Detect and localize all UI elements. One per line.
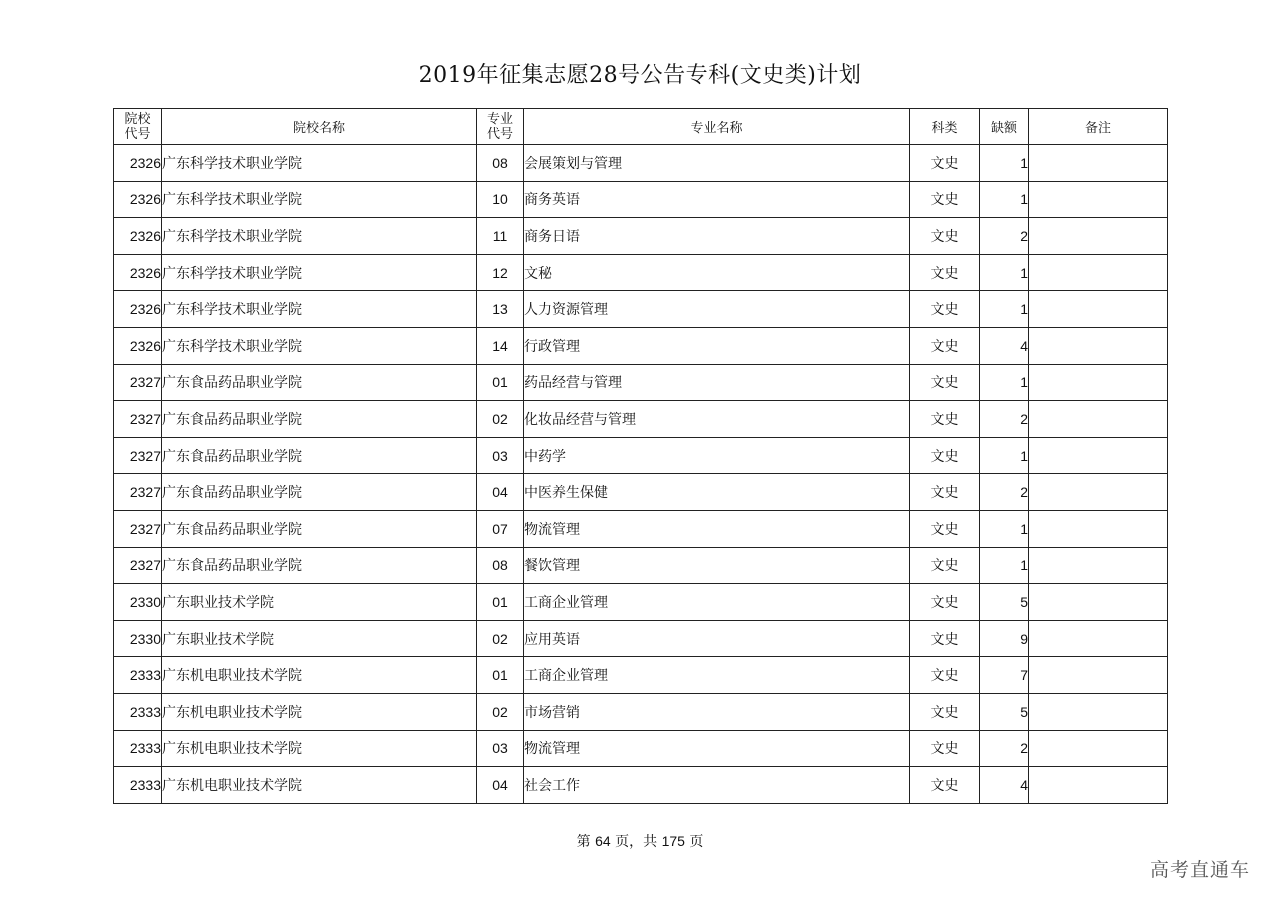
cell-notes [1029, 145, 1168, 182]
cell-major-name: 物流管理 [524, 730, 910, 767]
cell-major-name: 工商企业管理 [524, 657, 910, 694]
cell-major-code: 01 [477, 364, 524, 401]
cell-school-code: 2326 [114, 145, 162, 182]
cell-school-code: 2327 [114, 547, 162, 584]
cell-major-code: 03 [477, 730, 524, 767]
table-row [114, 291, 1168, 328]
cell-school-name: 广东职业技术学院 [162, 584, 477, 621]
cell-major-name: 行政管理 [524, 327, 910, 364]
cell-major-code: 07 [477, 510, 524, 547]
cell-vacancies: 9 [980, 620, 1029, 657]
cell-major-code: 11 [477, 218, 524, 255]
cell-category: 文史 [910, 145, 980, 182]
cell-school-name: 广东科学技术职业学院 [162, 181, 477, 218]
page-footer [0, 831, 1280, 851]
cell-major-code: 12 [477, 254, 524, 291]
cell-category: 文史 [910, 218, 980, 255]
cell-category: 文史 [910, 474, 980, 511]
cell-notes [1029, 254, 1168, 291]
table-row [114, 218, 1168, 255]
footer-suffix: 页 [684, 834, 704, 850]
cell-vacancies: 7 [980, 657, 1029, 694]
cell-category: 文史 [910, 657, 980, 694]
cell-category: 文史 [910, 584, 980, 621]
cell-major-code: 02 [477, 401, 524, 438]
table-row [114, 620, 1168, 657]
cell-major-name: 商务英语 [524, 181, 910, 218]
cell-major-name: 药品经营与管理 [524, 364, 910, 401]
table-row [114, 145, 1168, 182]
cell-major-name: 社会工作 [524, 767, 910, 804]
watermark: 高考直通车 [1149, 859, 1250, 881]
cell-major-name: 文秘 [524, 254, 910, 291]
cell-major-name: 商务日语 [524, 218, 910, 255]
cell-vacancies: 2 [980, 474, 1029, 511]
cell-school-code: 2327 [114, 474, 162, 511]
cell-notes [1029, 730, 1168, 767]
cell-school-code: 2330 [114, 620, 162, 657]
header-school-code: 院校 代号 [114, 109, 162, 145]
cell-notes [1029, 437, 1168, 474]
header-major-name: 专业名称 [524, 109, 910, 145]
cell-vacancies: 5 [980, 693, 1029, 730]
table-row [114, 364, 1168, 401]
cell-major-name: 人力资源管理 [524, 291, 910, 328]
cell-vacancies: 1 [980, 145, 1029, 182]
footer-prefix: 第 [576, 834, 596, 850]
cell-school-name: 广东科学技术职业学院 [162, 291, 477, 328]
table-header-row [114, 109, 1168, 145]
cell-major-code: 08 [477, 547, 524, 584]
cell-vacancies: 1 [980, 181, 1029, 218]
table-row [114, 693, 1168, 730]
cell-school-name: 广东职业技术学院 [162, 620, 477, 657]
cell-school-code: 2326 [114, 291, 162, 328]
cell-major-code: 03 [477, 437, 524, 474]
page-title: 2019年征集志愿28号公告专科(文史类)计划 [418, 63, 862, 88]
cell-vacancies: 1 [980, 510, 1029, 547]
cell-school-code: 2333 [114, 693, 162, 730]
cell-category: 文史 [910, 327, 980, 364]
cell-notes [1029, 547, 1168, 584]
cell-vacancies: 1 [980, 291, 1029, 328]
footer-total-pages: 175 [661, 833, 685, 849]
cell-category: 文史 [910, 364, 980, 401]
cell-major-name: 应用英语 [524, 620, 910, 657]
cell-vacancies: 2 [980, 730, 1029, 767]
table-row [114, 547, 1168, 584]
cell-school-name: 广东机电职业技术学院 [162, 657, 477, 694]
cell-school-name: 广东机电职业技术学院 [162, 693, 477, 730]
header-school-name: 院校名称 [162, 109, 477, 145]
cell-school-code: 2327 [114, 437, 162, 474]
cell-school-code: 2327 [114, 364, 162, 401]
header-notes: 备注 [1029, 109, 1168, 145]
cell-school-name: 广东科学技术职业学院 [162, 145, 477, 182]
table-row [114, 510, 1168, 547]
cell-school-name: 广东食品药品职业学院 [162, 364, 477, 401]
cell-notes [1029, 181, 1168, 218]
cell-notes [1029, 327, 1168, 364]
table-row [114, 657, 1168, 694]
cell-vacancies: 1 [980, 437, 1029, 474]
cell-notes [1029, 620, 1168, 657]
header-category: 科类 [910, 109, 980, 145]
table-row [114, 767, 1168, 804]
cell-major-code: 04 [477, 767, 524, 804]
cell-school-code: 2333 [114, 767, 162, 804]
cell-category: 文史 [910, 510, 980, 547]
cell-school-code: 2333 [114, 730, 162, 767]
cell-school-code: 2327 [114, 510, 162, 547]
cell-school-name: 广东食品药品职业学院 [162, 474, 477, 511]
cell-major-code: 13 [477, 291, 524, 328]
table-row [114, 327, 1168, 364]
cell-major-name: 市场营销 [524, 693, 910, 730]
cell-school-name: 广东机电职业技术学院 [162, 767, 477, 804]
plan-table [113, 108, 1168, 804]
cell-vacancies: 2 [980, 218, 1029, 255]
cell-major-code: 04 [477, 474, 524, 511]
cell-vacancies: 2 [980, 401, 1029, 438]
cell-school-name: 广东科学技术职业学院 [162, 254, 477, 291]
table-row [114, 401, 1168, 438]
table-row [114, 254, 1168, 291]
cell-notes [1029, 657, 1168, 694]
table-row [114, 181, 1168, 218]
cell-category: 文史 [910, 291, 980, 328]
cell-school-name: 广东科学技术职业学院 [162, 218, 477, 255]
cell-school-name: 广东食品药品职业学院 [162, 437, 477, 474]
table-row [114, 474, 1168, 511]
cell-vacancies: 1 [980, 254, 1029, 291]
cell-school-code: 2326 [114, 254, 162, 291]
footer-page-number: 64 [595, 833, 611, 849]
cell-category: 文史 [910, 767, 980, 804]
cell-school-code: 2330 [114, 584, 162, 621]
cell-school-name: 广东机电职业技术学院 [162, 730, 477, 767]
cell-major-code: 02 [477, 620, 524, 657]
cell-school-name: 广东科学技术职业学院 [162, 327, 477, 364]
cell-notes [1029, 364, 1168, 401]
cell-major-code: 01 [477, 584, 524, 621]
cell-major-name: 化妆品经营与管理 [524, 401, 910, 438]
cell-major-code: 14 [477, 327, 524, 364]
table-row [114, 437, 1168, 474]
cell-notes [1029, 584, 1168, 621]
cell-major-name: 物流管理 [524, 510, 910, 547]
cell-major-code: 02 [477, 693, 524, 730]
cell-major-name: 中医养生保健 [524, 474, 910, 511]
cell-vacancies: 1 [980, 547, 1029, 584]
cell-major-code: 08 [477, 145, 524, 182]
cell-vacancies: 4 [980, 327, 1029, 364]
cell-category: 文史 [910, 401, 980, 438]
cell-notes [1029, 767, 1168, 804]
cell-notes [1029, 693, 1168, 730]
cell-school-name: 广东食品药品职业学院 [162, 547, 477, 584]
cell-category: 文史 [910, 730, 980, 767]
footer-middle: 页，共 [610, 834, 662, 850]
cell-school-code: 2327 [114, 401, 162, 438]
header-vacancies: 缺额 [980, 109, 1029, 145]
cell-school-name: 广东食品药品职业学院 [162, 510, 477, 547]
cell-major-name: 餐饮管理 [524, 547, 910, 584]
cell-vacancies: 5 [980, 584, 1029, 621]
cell-school-code: 2333 [114, 657, 162, 694]
cell-category: 文史 [910, 547, 980, 584]
header-major-code: 专业 代号 [477, 109, 524, 145]
table-row [114, 730, 1168, 767]
cell-category: 文史 [910, 620, 980, 657]
cell-notes [1029, 401, 1168, 438]
cell-school-code: 2326 [114, 327, 162, 364]
cell-notes [1029, 474, 1168, 511]
table-row [114, 584, 1168, 621]
cell-category: 文史 [910, 693, 980, 730]
cell-major-code: 01 [477, 657, 524, 694]
cell-vacancies: 4 [980, 767, 1029, 804]
cell-major-name: 会展策划与管理 [524, 145, 910, 182]
cell-school-code: 2326 [114, 181, 162, 218]
cell-major-name: 中药学 [524, 437, 910, 474]
cell-category: 文史 [910, 254, 980, 291]
cell-school-name: 广东食品药品职业学院 [162, 401, 477, 438]
cell-notes [1029, 291, 1168, 328]
cell-major-name: 工商企业管理 [524, 584, 910, 621]
cell-school-code: 2326 [114, 218, 162, 255]
cell-category: 文史 [910, 437, 980, 474]
cell-vacancies: 1 [980, 364, 1029, 401]
cell-notes [1029, 218, 1168, 255]
cell-notes [1029, 510, 1168, 547]
cell-category: 文史 [910, 181, 980, 218]
cell-major-code: 10 [477, 181, 524, 218]
